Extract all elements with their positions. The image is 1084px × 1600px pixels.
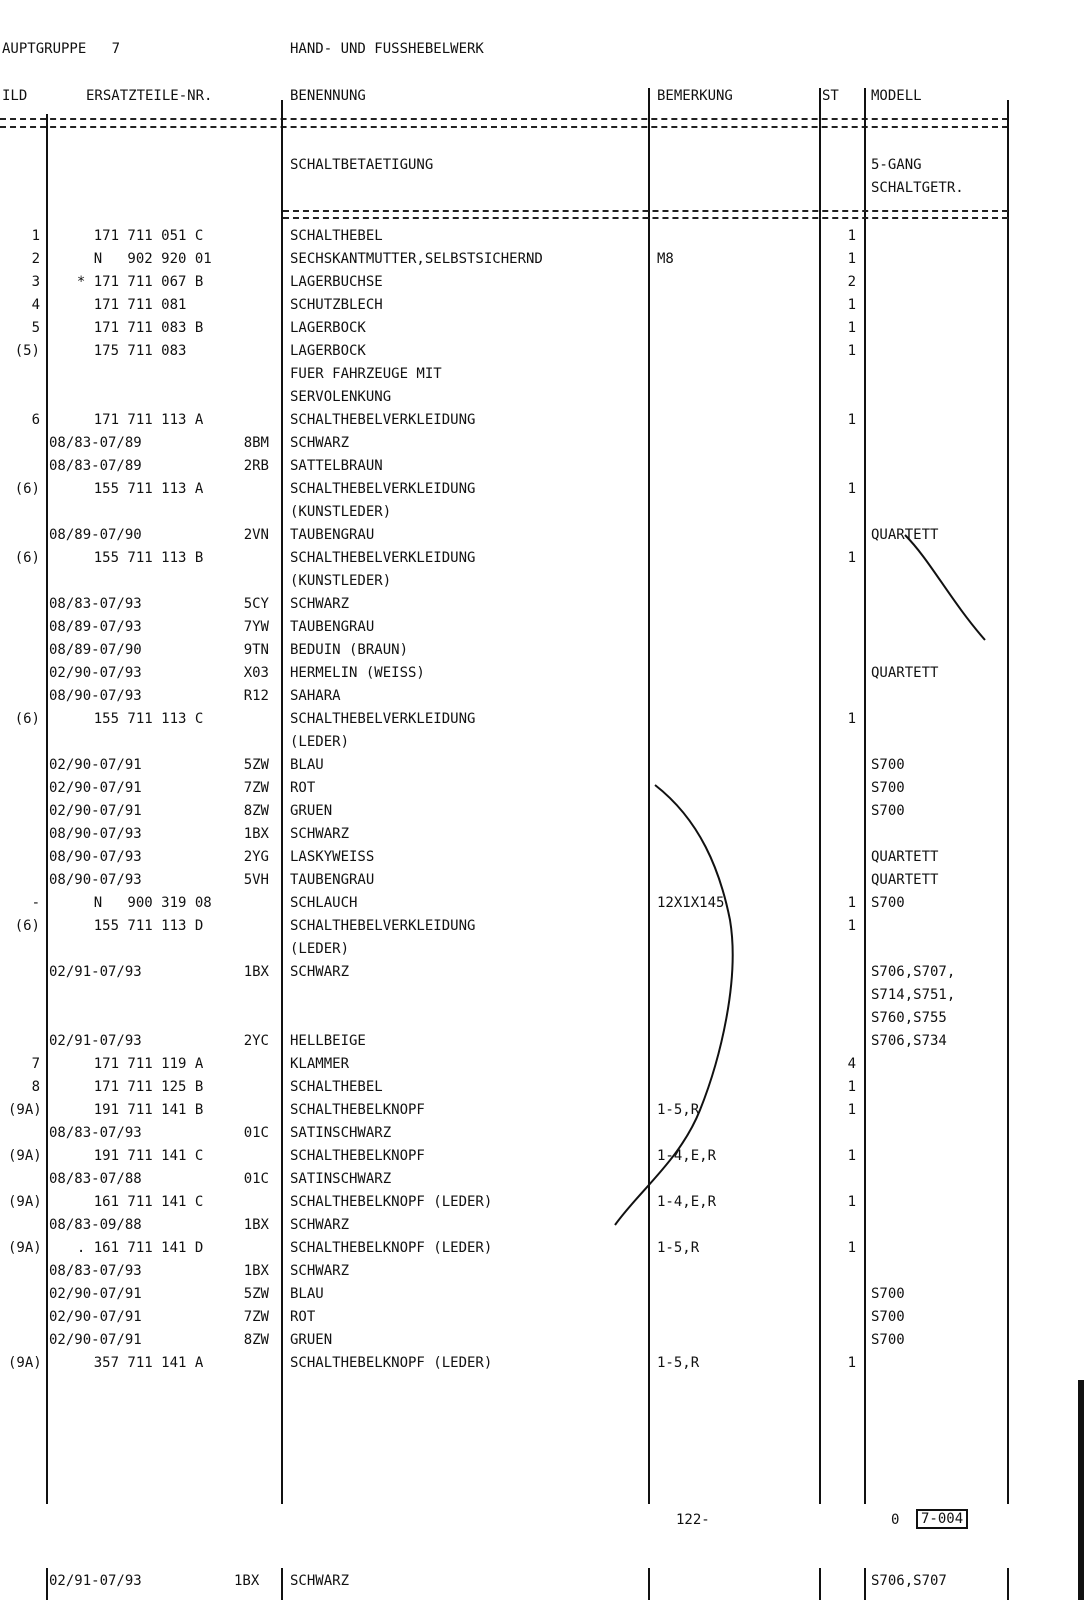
part-number: 191 711 141 B bbox=[60, 1102, 204, 1118]
overflow-divider-5 bbox=[864, 1568, 866, 1600]
part-number: 161 711 141 C bbox=[60, 1194, 204, 1210]
bild-number: (6) bbox=[14, 918, 40, 934]
bild-number: 5 bbox=[31, 320, 40, 336]
date-range: 08/83-07/93 bbox=[49, 596, 142, 612]
part-number: 191 711 141 C bbox=[60, 1148, 204, 1164]
part-name: SECHSKANTMUTTER,SELBSTSICHERND bbox=[290, 251, 543, 267]
table-row bbox=[0, 524, 1084, 547]
part-name: SCHWARZ bbox=[290, 826, 350, 842]
date-range: 02/90-07/91 bbox=[49, 803, 142, 819]
part-name: BLAU bbox=[290, 1286, 324, 1302]
date-range: 08/83-07/93 bbox=[49, 1125, 142, 1141]
bild-number: 4 bbox=[31, 297, 40, 313]
remark: 1-5,R bbox=[657, 1102, 700, 1118]
model: S714,S751, bbox=[871, 987, 956, 1003]
part-number: N 900 319 08 bbox=[60, 895, 212, 911]
table-row bbox=[0, 892, 1084, 915]
page-reference: 7-004 bbox=[916, 1509, 968, 1529]
table-row bbox=[0, 961, 1084, 984]
date-range: 08/83-07/89 bbox=[49, 458, 142, 474]
part-name: (LEDER) bbox=[290, 734, 350, 750]
color-code: 7ZW bbox=[243, 780, 269, 796]
date-range: 08/89-07/90 bbox=[49, 642, 142, 658]
table-row bbox=[0, 501, 1084, 524]
overflow-row-name: SCHWARZ bbox=[290, 1573, 350, 1589]
model: QUARTETT bbox=[871, 527, 939, 543]
quantity: 2 bbox=[847, 274, 856, 290]
part-name: TAUBENGRAU bbox=[290, 619, 375, 635]
part-number: . 161 711 141 D bbox=[60, 1240, 204, 1256]
part-number: 155 711 113 A bbox=[60, 481, 204, 497]
color-code: 5VH bbox=[243, 872, 269, 888]
table-row bbox=[0, 1030, 1084, 1053]
model: S706,S734 bbox=[871, 1033, 947, 1049]
part-name: KLAMMER bbox=[290, 1056, 350, 1072]
table-row bbox=[0, 432, 1084, 455]
part-name: SCHALTHEBELKNOPF (LEDER) bbox=[290, 1240, 493, 1256]
bild-number: (6) bbox=[14, 711, 40, 727]
part-name: SATINSCHWARZ bbox=[290, 1125, 392, 1141]
table-row bbox=[0, 1214, 1084, 1237]
quantity: 1 bbox=[847, 297, 856, 313]
color-code: 01C bbox=[243, 1125, 269, 1141]
model: S700 bbox=[871, 757, 905, 773]
overflow-row-date: 02/91-07/93 bbox=[49, 1573, 142, 1589]
bild-number: (9A) bbox=[8, 1194, 42, 1210]
remark: 1-5,R bbox=[657, 1355, 700, 1371]
part-name: SCHALTHEBELKNOPF bbox=[290, 1102, 425, 1118]
model: QUARTETT bbox=[871, 849, 939, 865]
overflow-divider-2 bbox=[281, 1568, 283, 1600]
date-range: 02/90-07/93 bbox=[49, 665, 142, 681]
color-code: 1BX bbox=[243, 826, 269, 842]
part-name: SCHALTHEBELVERKLEIDUNG bbox=[290, 481, 476, 497]
color-code: 2YC bbox=[243, 1033, 269, 1049]
color-code: 2YG bbox=[243, 849, 269, 865]
part-name: SATTELBRAUN bbox=[290, 458, 383, 474]
part-name: (LEDER) bbox=[290, 941, 350, 957]
part-name: ROT bbox=[290, 780, 316, 796]
table-row bbox=[0, 1007, 1084, 1030]
part-name: SCHWARZ bbox=[290, 964, 350, 980]
date-range: 02/90-07/91 bbox=[49, 1332, 142, 1348]
part-number: 357 711 141 A bbox=[60, 1355, 204, 1371]
date-range: 02/90-07/91 bbox=[49, 1309, 142, 1325]
model: S700 bbox=[871, 895, 905, 911]
date-range: 08/83-07/88 bbox=[49, 1171, 142, 1187]
table-row bbox=[0, 386, 1084, 409]
table-row bbox=[0, 455, 1084, 478]
table-row bbox=[0, 777, 1084, 800]
table-row bbox=[0, 317, 1084, 340]
table-row bbox=[0, 1237, 1084, 1260]
part-name: BLAU bbox=[290, 757, 324, 773]
table-row bbox=[0, 1191, 1084, 1214]
table-row bbox=[0, 547, 1084, 570]
bild-number: 3 bbox=[31, 274, 40, 290]
model: S700 bbox=[871, 1332, 905, 1348]
part-number: N 902 920 01 bbox=[60, 251, 212, 267]
part-name: LAGERBUCHSE bbox=[290, 274, 383, 290]
color-code: 7YW bbox=[243, 619, 269, 635]
bild-number: 7 bbox=[31, 1056, 40, 1072]
table-row bbox=[0, 294, 1084, 317]
date-range: 08/89-07/90 bbox=[49, 527, 142, 543]
model: S706,S707, bbox=[871, 964, 956, 980]
part-number: 155 711 113 C bbox=[60, 711, 204, 727]
date-range: 08/83-07/89 bbox=[49, 435, 142, 451]
part-name: SCHLAUCH bbox=[290, 895, 358, 911]
table-row bbox=[0, 846, 1084, 869]
date-range: 08/90-07/93 bbox=[49, 688, 142, 704]
page-flag: 0 bbox=[891, 1512, 900, 1528]
model: S700 bbox=[871, 1309, 905, 1325]
part-name: SCHUTZBLECH bbox=[290, 297, 383, 313]
remark: 1-4,E,R bbox=[657, 1148, 717, 1164]
part-number: * 171 711 067 B bbox=[60, 274, 204, 290]
color-code: 01C bbox=[243, 1171, 269, 1187]
date-range: 08/90-07/93 bbox=[49, 849, 142, 865]
table-row bbox=[0, 1306, 1084, 1329]
color-code: X03 bbox=[243, 665, 269, 681]
part-number: 171 711 083 B bbox=[60, 320, 204, 336]
table-row bbox=[0, 708, 1084, 731]
table-row bbox=[0, 869, 1084, 892]
table-row bbox=[0, 593, 1084, 616]
date-range: 08/90-07/93 bbox=[49, 826, 142, 842]
part-number: 171 711 081 bbox=[60, 297, 187, 313]
table-row bbox=[0, 984, 1084, 1007]
date-range: 08/83-07/93 bbox=[49, 1263, 142, 1279]
quantity: 1 bbox=[847, 550, 856, 566]
col-header-name: BENENNUNG bbox=[290, 88, 366, 104]
table-row bbox=[0, 1283, 1084, 1306]
quantity: 1 bbox=[847, 1355, 856, 1371]
table-row bbox=[0, 823, 1084, 846]
quantity: 1 bbox=[847, 251, 856, 267]
overflow-row-code: 1BX bbox=[234, 1573, 260, 1589]
color-code: 2RB bbox=[243, 458, 269, 474]
page-number: 122- bbox=[676, 1512, 710, 1528]
bild-number: (6) bbox=[14, 481, 40, 497]
part-name: FUER FAHRZEUGE MIT bbox=[290, 366, 442, 382]
part-name: HELLBEIGE bbox=[290, 1033, 366, 1049]
date-range: 02/90-07/91 bbox=[49, 757, 142, 773]
quantity: 1 bbox=[847, 1102, 856, 1118]
color-code: 5CY bbox=[243, 596, 269, 612]
color-code: 5ZW bbox=[243, 1286, 269, 1302]
section-model-line1: 5-GANG bbox=[871, 157, 922, 173]
part-number: 155 711 113 D bbox=[60, 918, 204, 934]
col-header-st: ST bbox=[822, 88, 839, 104]
color-code: 2VN bbox=[243, 527, 269, 543]
table-row bbox=[0, 409, 1084, 432]
model: S700 bbox=[871, 803, 905, 819]
part-name: LAGERBOCK bbox=[290, 320, 366, 336]
bild-number: 1 bbox=[31, 228, 40, 244]
remark: 1-5,R bbox=[657, 1240, 700, 1256]
color-code: 1BX bbox=[243, 1217, 269, 1233]
bild-number: 6 bbox=[31, 412, 40, 428]
color-code: R12 bbox=[243, 688, 269, 704]
part-name: GRUEN bbox=[290, 1332, 333, 1348]
overflow-divider-6 bbox=[1007, 1568, 1009, 1600]
part-name: (KUNSTLEDER) bbox=[290, 573, 392, 589]
quantity: 4 bbox=[847, 1056, 856, 1072]
part-name: SCHALTHEBELKNOPF bbox=[290, 1148, 425, 1164]
model: S700 bbox=[871, 1286, 905, 1302]
table-row bbox=[0, 915, 1084, 938]
date-range: 02/90-07/91 bbox=[49, 1286, 142, 1302]
overflow-divider-1 bbox=[46, 1568, 48, 1600]
quantity: 1 bbox=[847, 1240, 856, 1256]
table-row bbox=[0, 1168, 1084, 1191]
part-name: SCHWARZ bbox=[290, 1263, 350, 1279]
table-row bbox=[0, 662, 1084, 685]
bild-number: (9A) bbox=[8, 1148, 42, 1164]
date-range: 08/89-07/93 bbox=[49, 619, 142, 635]
model: S760,S755 bbox=[871, 1010, 947, 1026]
quantity: 1 bbox=[847, 343, 856, 359]
model: QUARTETT bbox=[871, 872, 939, 888]
color-code: 1BX bbox=[243, 1263, 269, 1279]
section-name: SCHALTBETAETIGUNG bbox=[290, 157, 434, 173]
part-name: SAHARA bbox=[290, 688, 341, 704]
quantity: 1 bbox=[847, 412, 856, 428]
table-row bbox=[0, 225, 1084, 248]
part-name: LASKYWEISS bbox=[290, 849, 375, 865]
part-name: SCHWARZ bbox=[290, 1217, 350, 1233]
bild-number: (9A) bbox=[8, 1240, 42, 1256]
col-header-remark: BEMERKUNG bbox=[657, 88, 733, 104]
table-row bbox=[0, 1145, 1084, 1168]
table-row bbox=[0, 1352, 1084, 1375]
table-row bbox=[0, 248, 1084, 271]
table-row bbox=[0, 478, 1084, 501]
bild-number: - bbox=[31, 895, 40, 911]
quantity: 1 bbox=[847, 1194, 856, 1210]
part-name: LAGERBOCK bbox=[290, 343, 366, 359]
table-row bbox=[0, 754, 1084, 777]
table-row bbox=[0, 616, 1084, 639]
part-name: SATINSCHWARZ bbox=[290, 1171, 392, 1187]
table-row bbox=[0, 938, 1084, 961]
part-number: 155 711 113 B bbox=[60, 550, 204, 566]
remark: 12X1X145 bbox=[657, 895, 725, 911]
quantity: 1 bbox=[847, 918, 856, 934]
part-name: SERVOLENKUNG bbox=[290, 389, 392, 405]
table-row bbox=[0, 1076, 1084, 1099]
date-range: 02/90-07/91 bbox=[49, 780, 142, 796]
table-row bbox=[0, 1122, 1084, 1145]
part-name: SCHALTHEBEL bbox=[290, 1079, 383, 1095]
quantity: 1 bbox=[847, 895, 856, 911]
color-code: 5ZW bbox=[243, 757, 269, 773]
bild-number: (6) bbox=[14, 550, 40, 566]
quantity: 1 bbox=[847, 1079, 856, 1095]
table-row bbox=[0, 800, 1084, 823]
color-code: 8BM bbox=[243, 435, 269, 451]
color-code: 1BX bbox=[243, 964, 269, 980]
page-title: HAND- UND FUSSHEBELWERK bbox=[290, 41, 484, 57]
date-range: 08/83-09/88 bbox=[49, 1217, 142, 1233]
overflow-divider-4 bbox=[819, 1568, 821, 1600]
col-header-part-no: ERSATZTEILE-NR. bbox=[86, 88, 213, 104]
part-name: (KUNSTLEDER) bbox=[290, 504, 392, 520]
part-number: 175 711 083 bbox=[60, 343, 187, 359]
part-number: 171 711 113 A bbox=[60, 412, 204, 428]
table-row bbox=[0, 1260, 1084, 1283]
part-name: SCHALTHEBELVERKLEIDUNG bbox=[290, 711, 476, 727]
table-row bbox=[0, 363, 1084, 386]
part-name: BEDUIN (BRAUN) bbox=[290, 642, 409, 658]
bild-number: (9A) bbox=[8, 1102, 42, 1118]
part-name: SCHALTHEBELKNOPF (LEDER) bbox=[290, 1194, 493, 1210]
color-code: 8ZW bbox=[243, 803, 269, 819]
part-name: SCHALTHEBEL bbox=[290, 228, 383, 244]
table-row bbox=[0, 639, 1084, 662]
part-number: 171 711 125 B bbox=[60, 1079, 204, 1095]
table-row bbox=[0, 271, 1084, 294]
table-row bbox=[0, 1053, 1084, 1076]
model: S700 bbox=[871, 780, 905, 796]
quantity: 1 bbox=[847, 1148, 856, 1164]
date-range: 02/91-07/93 bbox=[49, 964, 142, 980]
remark: 1-4,E,R bbox=[657, 1194, 717, 1210]
part-name: SCHWARZ bbox=[290, 435, 350, 451]
bild-number: 8 bbox=[31, 1079, 40, 1095]
part-name: TAUBENGRAU bbox=[290, 872, 375, 888]
bild-number: (9A) bbox=[8, 1355, 42, 1371]
overflow-divider-3 bbox=[648, 1568, 650, 1600]
color-code: 7ZW bbox=[243, 1309, 269, 1325]
part-name: SCHALTHEBELKNOPF (LEDER) bbox=[290, 1355, 493, 1371]
table-row bbox=[0, 1329, 1084, 1352]
bild-number: (5) bbox=[14, 343, 40, 359]
quantity: 1 bbox=[847, 711, 856, 727]
color-code: 9TN bbox=[243, 642, 269, 658]
table-row bbox=[0, 685, 1084, 708]
col-header-bild: ILD bbox=[2, 88, 28, 104]
remark: M8 bbox=[657, 251, 674, 267]
part-name: TAUBENGRAU bbox=[290, 527, 375, 543]
table-row bbox=[0, 340, 1084, 363]
part-name: GRUEN bbox=[290, 803, 333, 819]
table-row bbox=[0, 731, 1084, 754]
bild-number: 2 bbox=[31, 251, 40, 267]
date-range: 02/91-07/93 bbox=[49, 1033, 142, 1049]
section-separator bbox=[283, 210, 1008, 219]
header-separator bbox=[0, 118, 1008, 128]
model: QUARTETT bbox=[871, 665, 939, 681]
part-name: SCHWARZ bbox=[290, 596, 350, 612]
part-number: 171 711 051 C bbox=[60, 228, 204, 244]
part-name: SCHALTHEBELVERKLEIDUNG bbox=[290, 550, 476, 566]
part-name: SCHALTHEBELVERKLEIDUNG bbox=[290, 918, 476, 934]
col-header-model: MODELL bbox=[871, 88, 922, 104]
quantity: 1 bbox=[847, 228, 856, 244]
overflow-row-model: S706,S707 bbox=[871, 1573, 947, 1589]
table-row bbox=[0, 570, 1084, 593]
main-group-label: AUPTGRUPPE 7 bbox=[2, 41, 121, 57]
table-row bbox=[0, 1099, 1084, 1122]
quantity: 1 bbox=[847, 481, 856, 497]
color-code: 8ZW bbox=[243, 1332, 269, 1348]
date-range: 08/90-07/93 bbox=[49, 872, 142, 888]
part-number: 171 711 119 A bbox=[60, 1056, 204, 1072]
part-name: HERMELIN (WEISS) bbox=[290, 665, 425, 681]
quantity: 1 bbox=[847, 320, 856, 336]
section-model-line2: SCHALTGETR. bbox=[871, 180, 964, 196]
part-name: SCHALTHEBELVERKLEIDUNG bbox=[290, 412, 476, 428]
part-name: ROT bbox=[290, 1309, 316, 1325]
